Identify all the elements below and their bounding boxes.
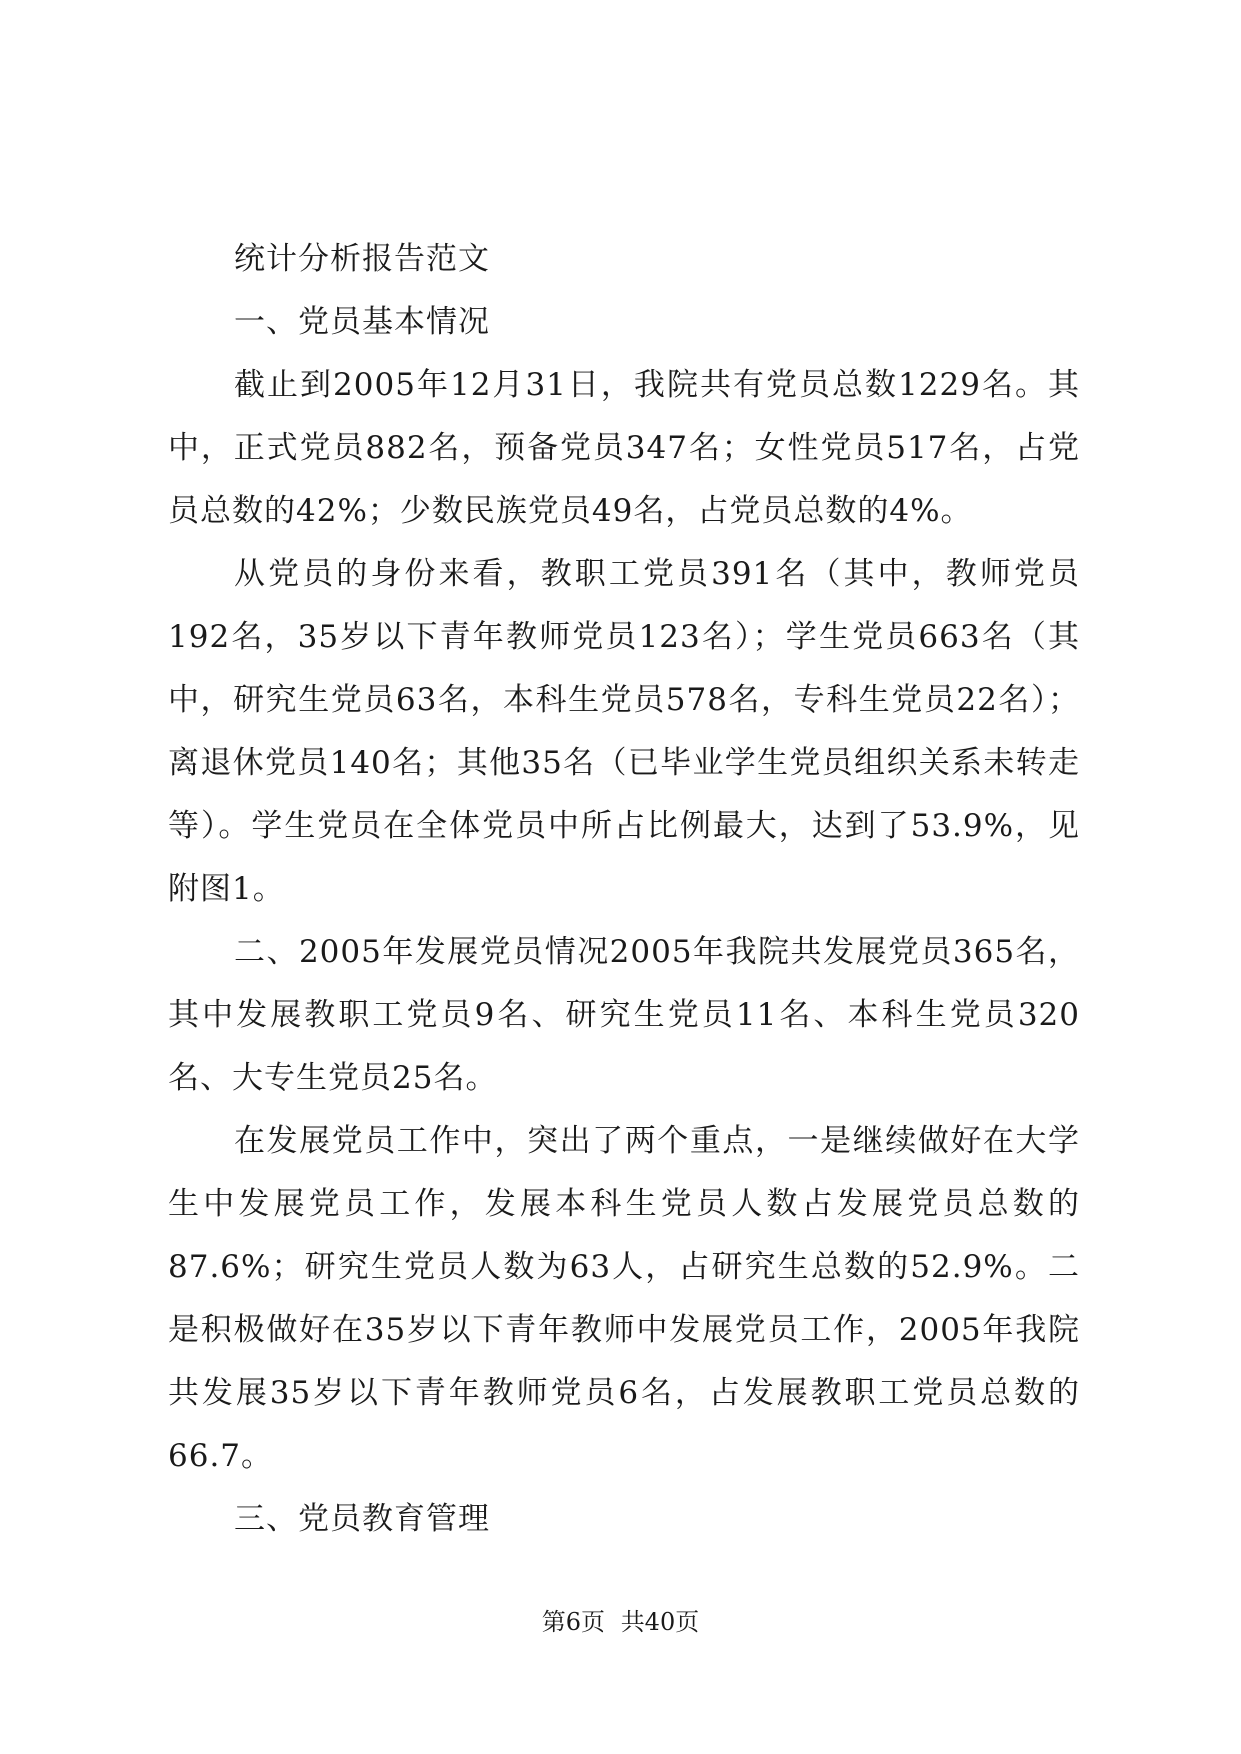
page-total: 共40页 <box>620 1608 700 1636</box>
paragraph-member-totals: 截止到2005年12月31日，我院共有党员总数1229名。其中，正式党员882名，预备党员347名；女性党员517名，占党员总数的42%；少数民族党员49名，占党员总数的4%。 <box>168 367 1080 529</box>
section-heading-1: 一、党员基本情况 <box>234 304 490 340</box>
section-heading-3: 三、党员教育管理 <box>234 1501 490 1537</box>
paragraph-development-focus: 在发展党员工作中，突出了两个重点，一是继续做好在大学生中发展党员工作，发展本科生党员人数占发展党员总数的87.6%；研究生党员人数为63人，占研究生总数的52.9%。二是积极做好在35岁以下青年教师中发展党员工作，2005年我院共发展35岁以下青年教师党员6名，占发展教职工党员总数的66.7。 <box>168 1123 1080 1474</box>
page-number: 第6页 <box>541 1608 606 1636</box>
paragraph-member-identity: 从党员的身份来看，教职工党员391名（其中，教师党员192名，35岁以下青年教师党员123名）；学生党员663名（其中，研究生党员63名，本科生党员578名，专科生党员22名）；离退休党员140名；其他35名（已毕业学生党员组织关系未转走等）。学生党员在全体党员中所占比例最大，达到了53.9%，见附图1。 <box>168 556 1080 907</box>
document-title: 统计分析报告范文 <box>234 241 490 277</box>
section-heading-2-paragraph: 二、2005年发展党员情况2005年我院共发展党员365名，其中发展教职工党员9名、研究生党员11名、本科生党员320名、大专生党员25名。 <box>168 934 1080 1096</box>
page-footer <box>0 1606 1241 1638</box>
document-body <box>168 228 1080 1551</box>
